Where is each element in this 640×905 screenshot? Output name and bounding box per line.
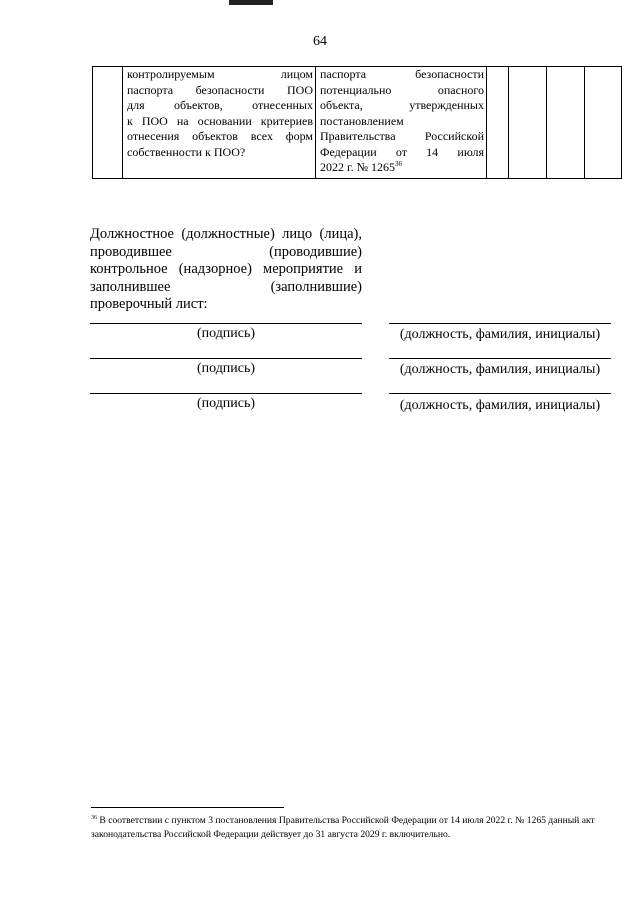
checklist-table-continuation (92, 66, 622, 179)
signature-line (90, 358, 362, 359)
official-line: Должностное (должностные) лицо (лица), (90, 226, 362, 242)
requirement-line: Правительства Российской (320, 129, 484, 143)
position-line (389, 393, 611, 394)
requirement-line: постановлением (320, 113, 404, 128)
position-label: (должность, фамилия, инициалы) (399, 362, 601, 377)
question-line: отнесения объектов всех форм (127, 129, 313, 143)
table-cell-number (93, 67, 123, 179)
requirement-decree: 2022 г. № 1265 (320, 160, 396, 174)
signature-line (90, 323, 362, 324)
requirement-line: паспорта безопасности (320, 67, 484, 81)
requirement-line: потенциально опасного (320, 82, 484, 97)
requirement-line: Федерации от 14 июля (320, 144, 484, 159)
signature-label: (подпись) (196, 326, 256, 341)
position-label: (должность, фамилия, инициалы) (399, 327, 601, 342)
requirement-line (320, 160, 484, 176)
footnote-reference: 36 (395, 160, 403, 168)
official-line: проводившее (проводившие) (90, 243, 362, 260)
footnote-text: В соответствии с пунктом 3 постановления Правительства Российской Федерации от 14 июля 2022 г. № 1265 данный акт законодательства Российской Федерации действует до 31 августа 2029 г. включительно. (91, 815, 595, 840)
footnote (91, 814, 611, 841)
footnote-rule (91, 807, 284, 808)
footnote-number: 36 (91, 814, 97, 821)
table-cell-note (585, 67, 622, 179)
question-line: собственности к ПОО? (127, 144, 246, 159)
signature-line (90, 393, 362, 394)
table-cell-answer-na (547, 67, 585, 179)
position-label: (должность, фамилия, инициалы) (399, 398, 601, 413)
table-cell-answer-no (509, 67, 547, 179)
page-number: 64 (313, 34, 327, 49)
requirement-line: объекта, утвержденных (320, 98, 484, 112)
table-cell-answer-yes (487, 67, 509, 179)
official-line: контрольное (надзорное) мероприятие и (90, 261, 362, 277)
position-line (389, 358, 611, 359)
table-cell-question (123, 67, 316, 179)
scan-artifact (229, 0, 273, 5)
official-line: проверочный лист: (90, 296, 208, 312)
question-line: контролируемым лицом (127, 67, 313, 81)
question-line: паспорта безопасности ПОО (127, 82, 313, 97)
signature-label: (подпись) (196, 361, 256, 376)
official-line: заполнившее (заполнившие) (90, 278, 362, 295)
position-line (389, 323, 611, 324)
signature-label: (подпись) (196, 396, 256, 411)
table-row (93, 67, 622, 179)
question-line: для объектов, отнесенных (127, 98, 313, 112)
table-cell-requirements (316, 67, 487, 179)
question-line: к ПОО на основании критериев (127, 113, 313, 128)
official-statement (90, 226, 362, 314)
